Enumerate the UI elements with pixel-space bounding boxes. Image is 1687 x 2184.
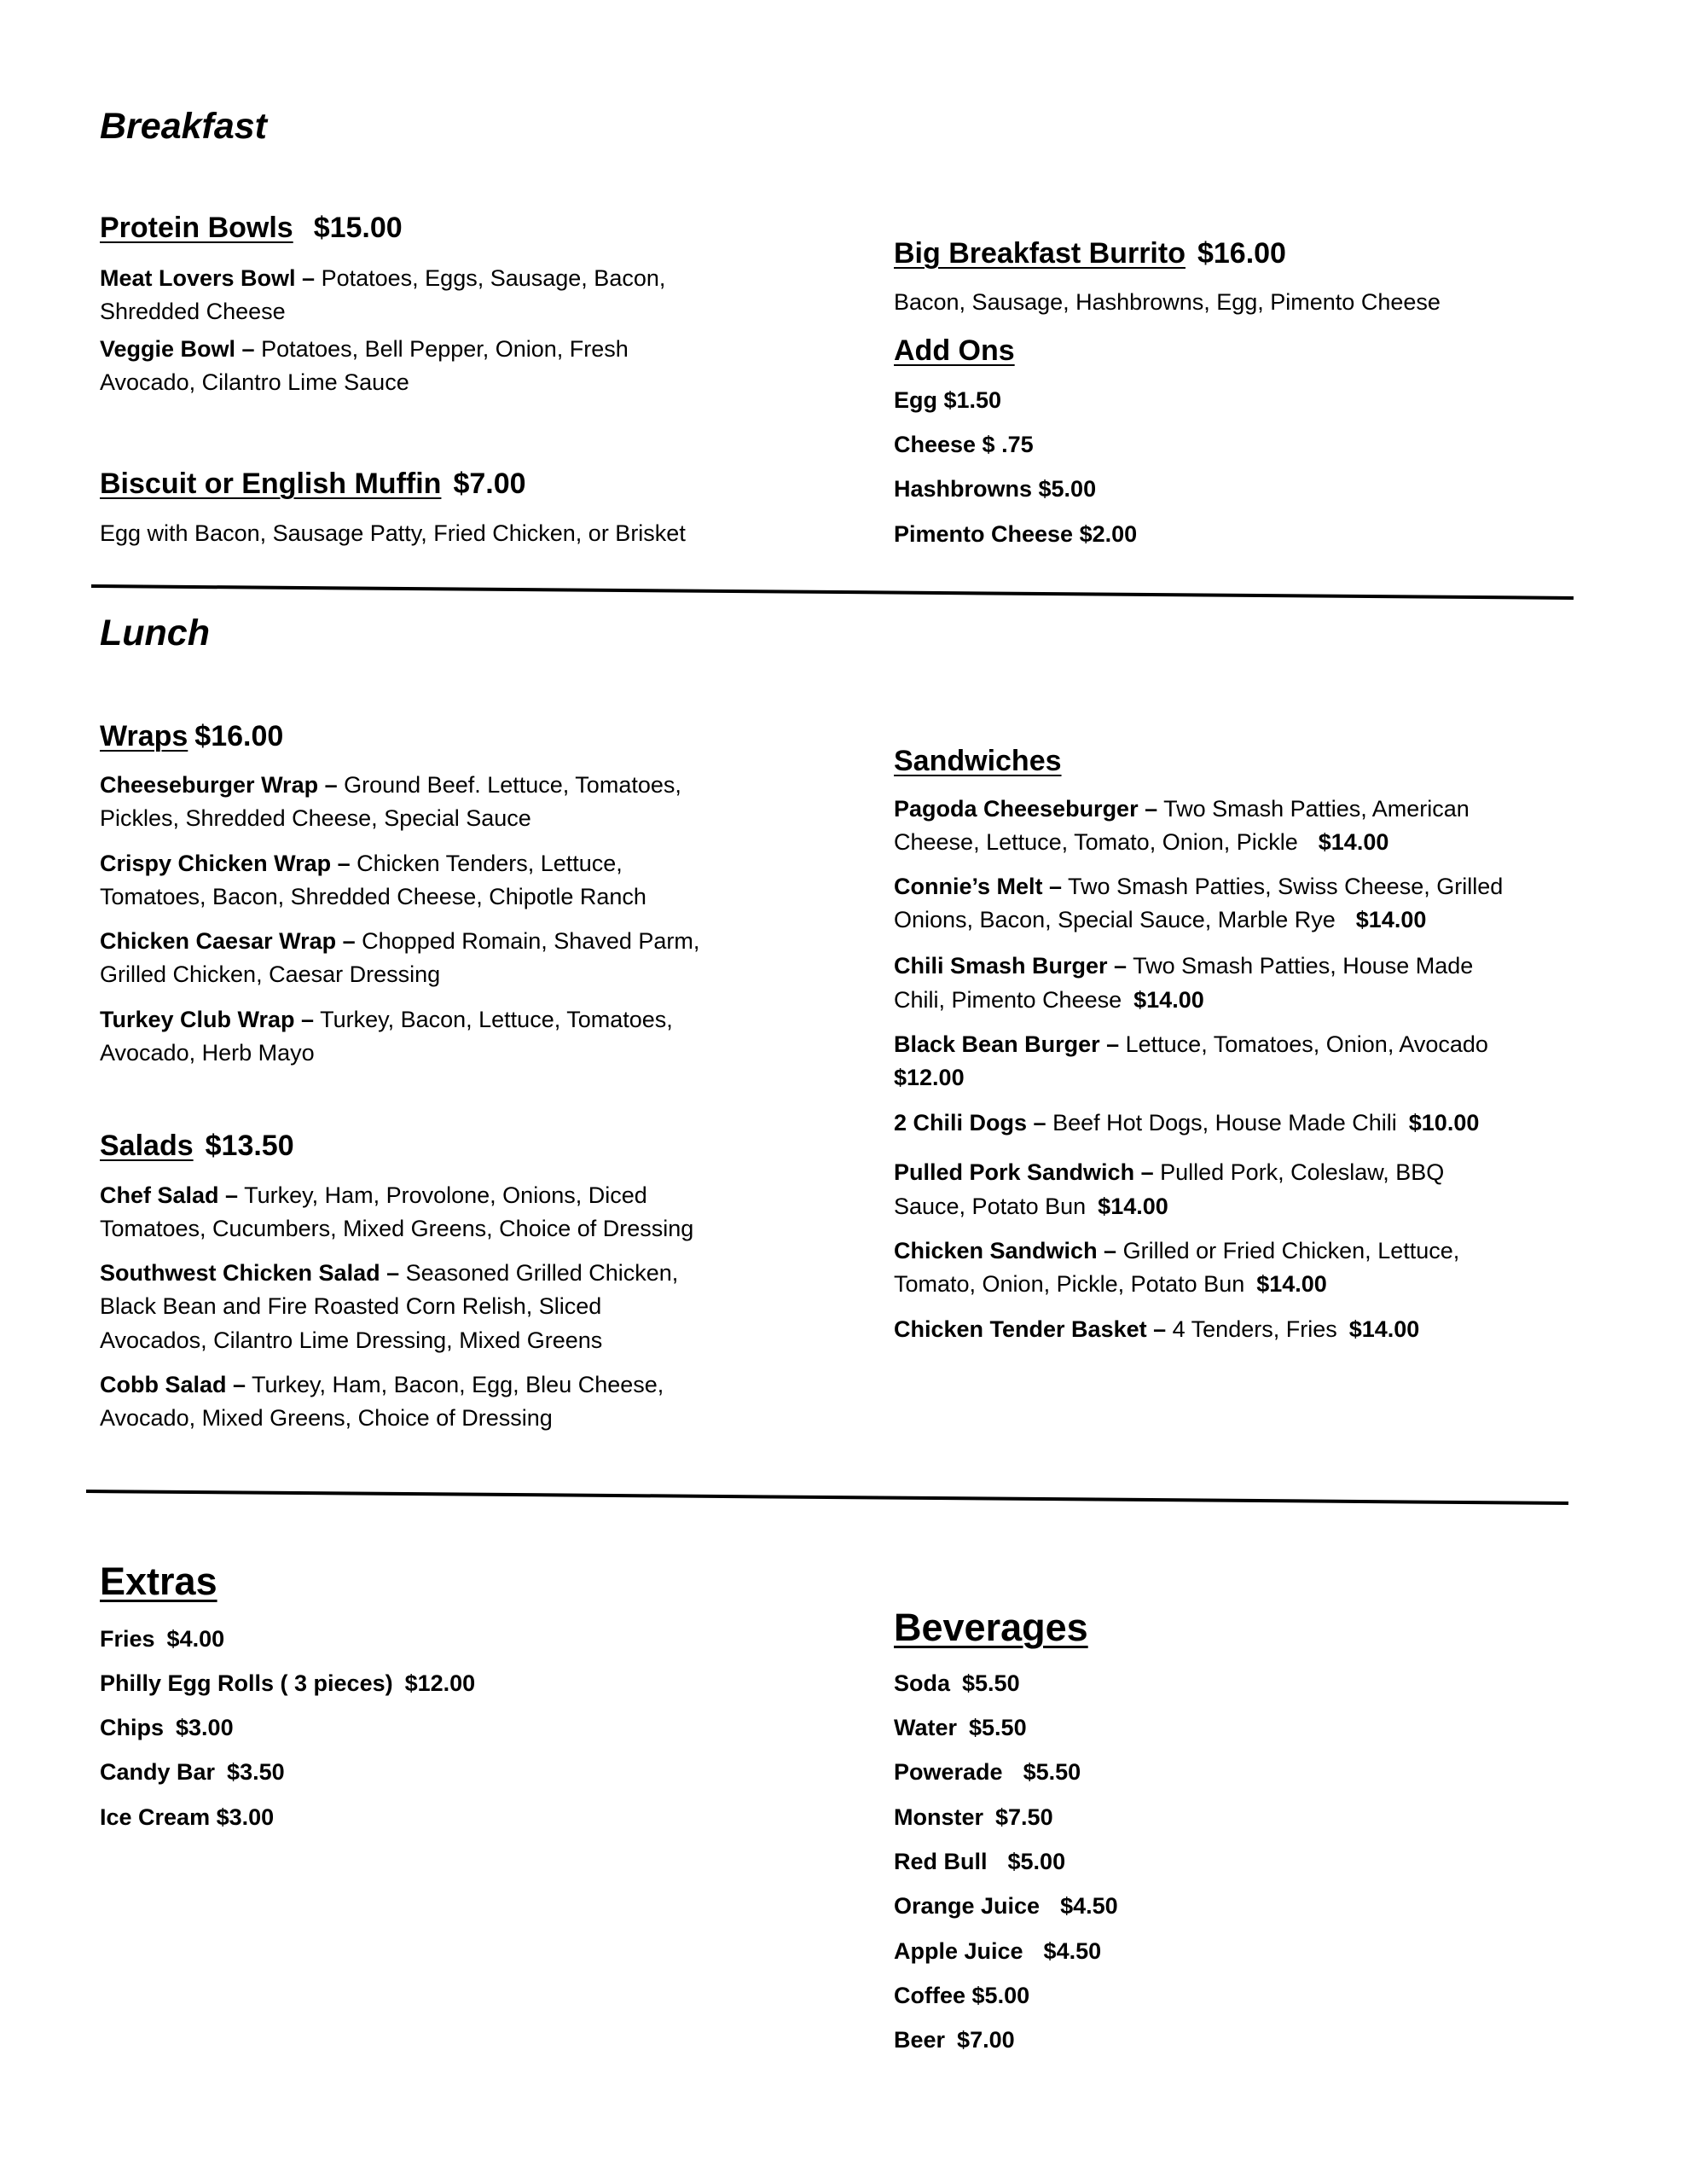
wraps-label: Wraps — [100, 720, 188, 752]
item-price: $14.00 — [1133, 987, 1204, 1013]
item-price: $7.00 — [957, 2027, 1015, 2053]
menu-item — [100, 338, 629, 361]
add-on-item: Cheese $ .75 — [894, 432, 1034, 457]
menu-item — [100, 930, 699, 953]
protein-bowls-heading — [100, 213, 403, 242]
menu-item — [100, 1184, 647, 1207]
protein-bowls-price: $15.00 — [313, 212, 403, 244]
item-desc: Cheese, Lettuce, Tomato, Onion, Pickle — [894, 829, 1298, 855]
item-name: Orange Juice — [894, 1893, 1041, 1919]
add-on-item: Pimento Cheese $2.00 — [894, 521, 1138, 547]
item-desc: Tomato, Onion, Pickle, Potato Bun — [894, 1271, 1245, 1297]
burrito-heading — [894, 239, 1286, 268]
burrito-price: $16.00 — [1197, 237, 1286, 270]
item-name: Cheeseburger Wrap – — [100, 772, 338, 798]
menu-item — [894, 1240, 1459, 1263]
item-name: Monster — [894, 1804, 984, 1830]
menu-item — [894, 875, 1503, 898]
beverage-item — [894, 1895, 1118, 1918]
item-desc-line: Avocado, Cilantro Lime Sauce — [100, 369, 409, 395]
item-price: $4.00 — [166, 1626, 225, 1652]
item-desc-line: Avocados, Cilantro Lime Dressing, Mixed Greens — [100, 1327, 603, 1353]
menu-item — [894, 955, 1473, 978]
item-price: $5.50 — [1023, 1759, 1081, 1785]
item-price: $14.00 — [1098, 1194, 1168, 1219]
item-price: $12.00 — [404, 1670, 476, 1696]
item-desc-line: Tomatoes, Cucumbers, Mixed Greens, Choice of Dressing — [100, 1216, 694, 1241]
item-desc-line: Black Bean and Fire Roasted Corn Relish, Sliced — [100, 1293, 602, 1319]
item-name: Beer — [894, 2027, 946, 2053]
item-name: Powerade — [894, 1759, 1003, 1785]
item-price: $14.00 — [1318, 829, 1389, 855]
beverage-item — [894, 1850, 1065, 1873]
biscuit-price: $7.00 — [453, 468, 526, 500]
menu-item — [100, 852, 623, 875]
item-name: Southwest Chicken Salad – — [100, 1260, 400, 1286]
item-price: $3.00 — [176, 1715, 234, 1740]
item-price: $5.00 — [1007, 1849, 1066, 1874]
item-desc: Seasoned Grilled Chicken, — [405, 1260, 679, 1286]
item-name: Crispy Chicken Wrap – — [100, 851, 351, 876]
item-desc: Ground Beef. Lettuce, Tomatoes, — [344, 772, 681, 798]
item-desc-line: Tomatoes, Bacon, Shredded Cheese, Chipotle Ranch — [100, 884, 646, 909]
item-desc: Two Smash Patties, Swiss Cheese, Grilled — [1068, 874, 1504, 899]
item-desc: Pulled Pork, Coleslaw, BBQ — [1160, 1159, 1445, 1185]
item-name: Chili Smash Burger – — [894, 953, 1128, 979]
item-name: Connie’s Melt – — [894, 874, 1063, 899]
salads-label: Salads — [100, 1130, 194, 1162]
add-on-item: Egg $1.50 — [894, 387, 1002, 413]
beverage-item — [894, 2029, 1015, 2052]
menu-item — [894, 1161, 1444, 1184]
add-ons-heading — [894, 336, 1015, 365]
extra-item — [100, 1761, 285, 1784]
item-name: Veggie Bowl – — [100, 336, 255, 362]
item-desc-line: Pickles, Shredded Cheese, Special Sauce — [100, 805, 531, 831]
item-name: Chicken Caesar Wrap – — [100, 928, 356, 954]
beverage-item — [894, 1672, 1020, 1695]
beverages-heading: Beverages — [894, 1606, 1088, 1649]
item-name: Chips — [100, 1715, 165, 1740]
section-divider — [86, 1490, 1568, 1505]
item-name: Red Bull — [894, 1849, 988, 1874]
item-name: Chicken Sandwich – — [894, 1238, 1117, 1263]
beverage-item — [894, 1940, 1101, 1963]
item-name: Ice Cream — [100, 1804, 211, 1830]
item-price: $5.50 — [969, 1715, 1027, 1740]
biscuit-heading — [100, 469, 526, 498]
item-desc-line — [894, 1195, 1168, 1218]
item-desc: Lettuce, Tomatoes, Onion, Avocado — [1125, 1031, 1488, 1057]
sandwiches-label: Sandwiches — [894, 745, 1062, 777]
biscuit-label: Biscuit or English Muffin — [100, 468, 442, 500]
salads-heading — [100, 1131, 294, 1160]
item-desc: 4 Tenders, Fries — [1172, 1316, 1337, 1342]
wraps-price: $16.00 — [194, 720, 284, 752]
item-name: Apple Juice — [894, 1938, 1023, 1964]
breakfast-title: Breakfast — [100, 106, 267, 147]
item-price: $7.50 — [995, 1804, 1053, 1830]
item-desc: Turkey, Ham, Bacon, Egg, Bleu Cheese, — [252, 1372, 664, 1397]
item-desc: Sauce, Potato Bun — [894, 1194, 1087, 1219]
item-desc: Two Smash Patties, American — [1163, 796, 1470, 822]
burrito-desc: Bacon, Sausage, Hashbrowns, Egg, Pimento Cheese — [894, 289, 1441, 315]
burrito-label: Big Breakfast Burrito — [894, 237, 1186, 270]
wraps-heading — [100, 722, 283, 751]
item-name: Black Bean Burger – — [894, 1031, 1120, 1057]
item-price: $12.00 — [894, 1065, 965, 1090]
item-name: Chef Salad – — [100, 1182, 239, 1208]
beverage-item — [894, 1984, 1029, 2007]
add-on-item: Hashbrowns $5.00 — [894, 476, 1097, 502]
item-name: Meat Lovers Bowl – — [100, 265, 316, 291]
biscuit-desc: Egg with Bacon, Sausage Patty, Fried Chicken, or Brisket — [100, 520, 686, 546]
item-name: Cobb Salad – — [100, 1372, 246, 1397]
item-desc: Chicken Tenders, Lettuce, — [357, 851, 623, 876]
sandwiches-heading — [894, 746, 1062, 775]
lunch-title: Lunch — [100, 613, 210, 653]
item-price: $14.00 — [1256, 1271, 1327, 1297]
item-price: $5.00 — [971, 1983, 1030, 2008]
item-name: Philly Egg Rolls ( 3 pieces) — [100, 1670, 393, 1696]
item-price: $14.00 — [1348, 1316, 1420, 1342]
menu-item — [894, 1112, 1479, 1135]
item-desc: Chili, Pimento Cheese — [894, 987, 1122, 1013]
item-desc: Turkey, Bacon, Lettuce, Tomatoes, — [320, 1007, 673, 1032]
item-name: Pulled Pork Sandwich – — [894, 1159, 1154, 1185]
extras-heading: Extras — [100, 1560, 217, 1603]
item-name: 2 Chili Dogs – — [894, 1110, 1046, 1136]
beverage-item — [894, 1761, 1081, 1784]
menu-item — [100, 1008, 673, 1031]
item-desc-line: Grilled Chicken, Caesar Dressing — [100, 961, 441, 987]
item-desc: Two Smash Patties, House Made — [1133, 953, 1474, 979]
item-desc-line: Shredded Cheese — [100, 299, 286, 324]
protein-bowls-label: Protein Bowls — [100, 212, 293, 244]
menu-item — [100, 774, 681, 797]
item-desc: Chopped Romain, Shaved Parm, — [362, 928, 700, 954]
item-name: Turkey Club Wrap – — [100, 1007, 315, 1032]
extra-item — [100, 1628, 224, 1651]
menu-item — [894, 798, 1470, 821]
item-name: Chicken Tender Basket – — [894, 1316, 1167, 1342]
menu-item — [894, 1318, 1419, 1341]
item-price: $14.00 — [1355, 907, 1427, 932]
menu-item — [100, 1374, 664, 1397]
section-divider — [91, 584, 1574, 600]
item-price: $4.50 — [1060, 1893, 1118, 1919]
item-name: Candy Bar — [100, 1759, 216, 1785]
item-desc: Potatoes, Eggs, Sausage, Bacon, — [321, 265, 666, 291]
item-desc: Grilled or Fried Chicken, Lettuce, — [1122, 1238, 1460, 1263]
item-price: $10.00 — [1408, 1110, 1480, 1136]
item-name: Water — [894, 1715, 958, 1740]
extra-item — [100, 1672, 475, 1695]
item-price: $4.50 — [1043, 1938, 1102, 1964]
item-name: Soda — [894, 1670, 951, 1696]
menu-item — [894, 1033, 1488, 1056]
add-ons-label: Add Ons — [894, 334, 1015, 367]
item-desc-line — [894, 909, 1426, 932]
item-price: $3.50 — [227, 1759, 285, 1785]
item-price: $3.00 — [216, 1804, 275, 1830]
item-desc: Turkey, Ham, Provolone, Onions, Diced — [244, 1182, 647, 1208]
item-price: $5.50 — [962, 1670, 1020, 1696]
item-name: Fries — [100, 1626, 155, 1652]
item-desc-line — [894, 831, 1388, 854]
beverage-item — [894, 1806, 1053, 1829]
menu-item — [100, 267, 665, 290]
item-desc-line: Avocado, Mixed Greens, Choice of Dressing — [100, 1405, 553, 1431]
salads-price: $13.50 — [205, 1130, 294, 1162]
extra-item — [100, 1806, 274, 1829]
item-name: Coffee — [894, 1983, 966, 2008]
item-desc: Potatoes, Bell Pepper, Onion, Fresh — [261, 336, 629, 362]
item-desc-line — [894, 1273, 1327, 1296]
item-desc: Beef Hot Dogs, House Made Chili — [1052, 1110, 1397, 1136]
item-desc-line — [894, 989, 1204, 1012]
beverage-item — [894, 1716, 1027, 1740]
extra-item — [100, 1716, 234, 1740]
item-desc-line: Avocado, Herb Mayo — [100, 1040, 315, 1066]
menu-item — [100, 1262, 678, 1285]
item-desc: Onions, Bacon, Special Sauce, Marble Rye — [894, 907, 1336, 932]
item-name: Pagoda Cheeseburger – — [894, 796, 1158, 822]
